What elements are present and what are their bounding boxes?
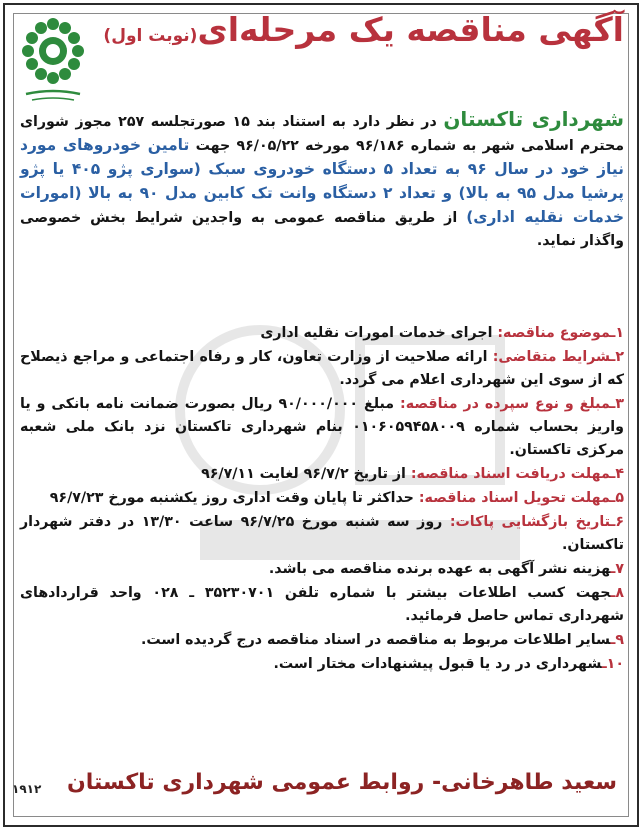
item-number: ۴ـ [610, 466, 624, 482]
ad-code: ۱۹۱۲ [12, 782, 42, 796]
item-text: جهت کسب اطلاعات بیشتر با شماره تلفن ۳۵۲۳۰۷۰۱ ـ ۰۲۸ واحد قراردادهای شهرداری تماس حاصل فرمائید. [20, 585, 624, 624]
item-text: روز سه شنبه مورخ ۹۶/۷/۲۵ ساعت ۱۳/۳۰ در دفتر شهردار تاکستان. [20, 514, 624, 553]
item-label: مهلت تحویل اسناد مناقصه: [418, 490, 611, 506]
list-item [20, 463, 624, 486]
intro-paragraph [20, 108, 624, 253]
intro-organization: شهرداری تاکستان [443, 107, 625, 131]
list-item [20, 653, 624, 676]
intro-text-1: در نظر دارد به استناد بند ۱۵ صورتجلسه ۲۵۷ مجوز شورای محترم اسلامی شهر به شماره ۹۶/۱۸۶ مورخه ۹۶/۰۵/۲۲ جهت [20, 114, 625, 154]
item-text: از تاریخ ۹۶/۷/۲ لغایت ۹۶/۷/۱۱ [201, 466, 411, 482]
item-text: اجرای خدمات امورات نقلیه اداری [260, 325, 498, 341]
list-item [20, 582, 624, 628]
list-item [20, 511, 624, 557]
item-label: تاریخ بازگشایی پاکات: [449, 514, 611, 530]
intro-highlight: تامین خودروهای مورد نیاز خود در سال ۹۶ به تعداد ۵ دستگاه خودروی سبک (سواری پژو ۴۰۵ یا پژو پرشیا مدل ۹۵ به بالا) و تعداد ۲ دستگاه وانت تک کابین مدل ۹۰ به بالا (امورات خدمات نقلیه اداری) [20, 136, 625, 226]
list-item [20, 346, 624, 392]
item-number: ۲ـ [610, 349, 624, 365]
list-item [20, 629, 624, 652]
notice-title [104, 10, 624, 49]
list-item [20, 393, 624, 462]
intro-text-2: از طریق مناقصه عمومی به واجدین شرایط بخش خصوصی واگذار نماید. [20, 210, 624, 249]
item-number: ۸ـ [610, 585, 624, 601]
item-text: ارائه صلاحیت از وزارت تعاون، کار و رفاه اجتماعی و مراجع ذیصلاح که از سوی این شهرداری اعلام می گردد. [20, 349, 624, 388]
item-text: حداکثر تا پایان وقت اداری روز یکشنبه مورخ ۹۶/۷/۲۳ [49, 490, 419, 506]
item-text: سایر اطلاعات مربوط به مناقصه در اسناد مناقصه درج گردیده است. [141, 632, 611, 648]
list-item [20, 322, 624, 345]
item-number: ۷ـ [610, 561, 624, 577]
item-number: ۱۰ـ [601, 656, 624, 672]
title-main: آگهی مناقصه یک مرحله‌ای [197, 10, 624, 49]
item-text: مبلغ ۹۰/۰۰۰/۰۰۰ ریال بصورت ضمانت نامه بانکی و یا واریز بحساب شماره ۰۱۰۶۰۵۹۴۵۸۰۰۹ بنام شهرداری تاکستان نزد بانک ملی شعبه مرکزی تاکستان. [20, 396, 624, 458]
item-label: مهلت دریافت اسناد مناقصه: [410, 466, 611, 482]
item-number: ۳ـ [610, 396, 624, 412]
item-label: مبلغ و نوع سپرده در مناقصه: [400, 396, 611, 412]
conditions-list [20, 322, 624, 677]
item-number: ۱ـ [610, 325, 624, 341]
item-label: موضوع مناقصه: [497, 325, 611, 341]
title-round: (نوبت اول) [103, 26, 198, 46]
signature-line: سعید طاهرخانی- روابط عمومی شهرداری تاکستان [66, 770, 618, 795]
item-number: ۹ـ [610, 632, 624, 648]
item-text: شهرداری در رد یا قبول پیشنهادات مختار است. [273, 656, 602, 672]
list-item [20, 558, 624, 581]
municipality-emblem-icon [14, 14, 92, 104]
item-text: هزینه نشر آگهی به عهده برنده مناقصه می باشد. [268, 561, 611, 577]
item-number: ۶ـ [610, 514, 624, 530]
list-item [20, 487, 624, 510]
item-label: شرایط متقاضی: [492, 349, 611, 365]
item-number: ۵ـ [610, 490, 624, 506]
